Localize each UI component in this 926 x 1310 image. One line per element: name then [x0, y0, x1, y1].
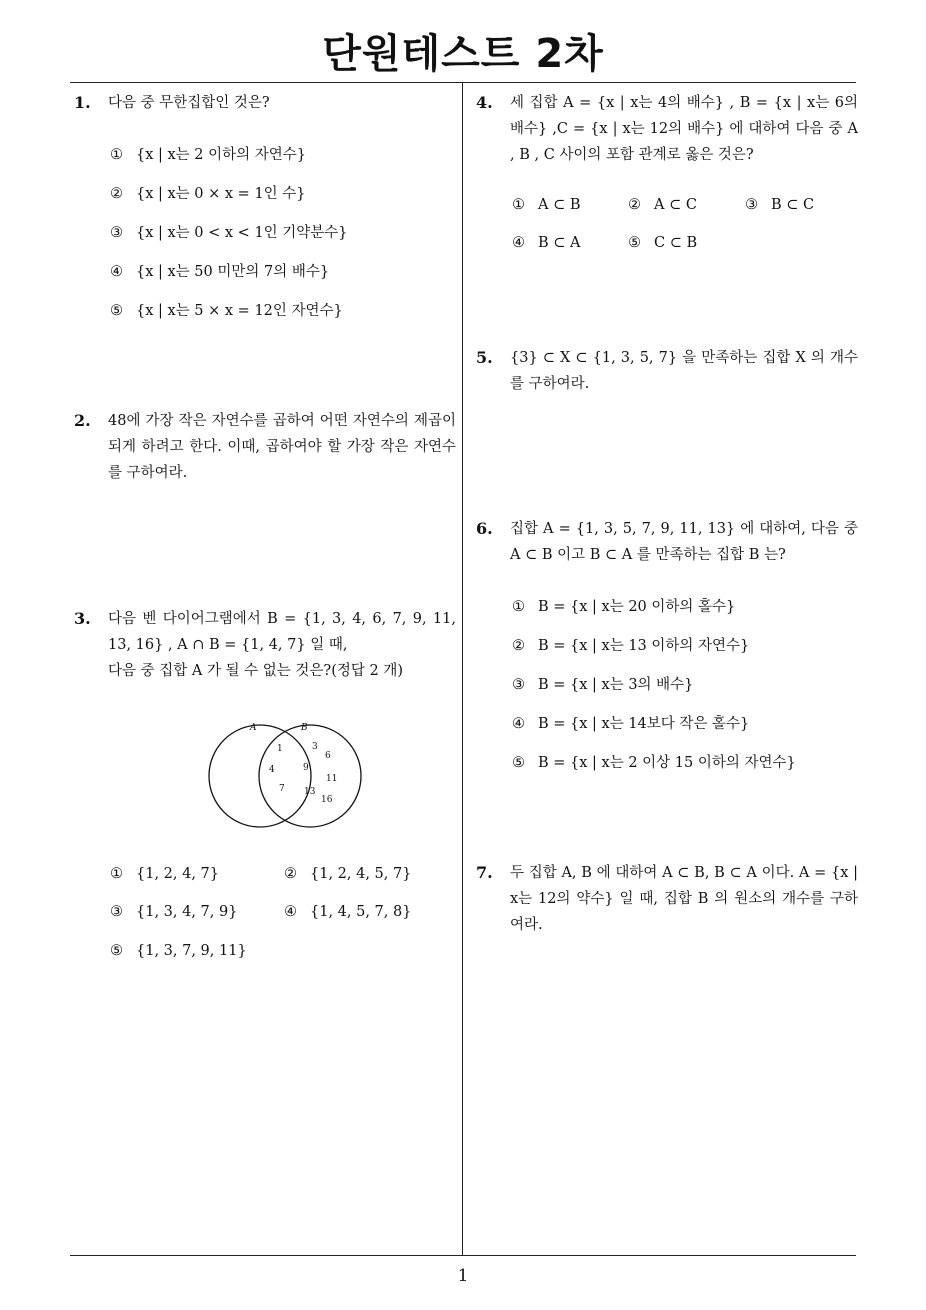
option-mark: ④	[284, 904, 297, 920]
question-text-line2: 다음 중 집합 A 가 될 수 없는 것은?(정답 2 개)	[108, 663, 403, 679]
option-mark: ①	[110, 147, 123, 163]
option-text: {1, 2, 4, 7}	[136, 866, 220, 882]
option-text: B = {x | x는 14보다 작은 홀수}	[538, 716, 750, 732]
venn-number: 4	[269, 765, 275, 775]
venn-label-b: B	[301, 723, 308, 733]
q6-option-4[interactable]	[512, 712, 749, 733]
venn-number: 11	[326, 774, 338, 784]
column-divider	[462, 82, 463, 1255]
option-mark: ④	[512, 716, 525, 732]
q6-option-3[interactable]	[512, 673, 693, 694]
option-text: A ⊂ B	[538, 197, 581, 213]
question-7	[476, 860, 858, 938]
question-number: 7.	[476, 863, 493, 882]
question-text: 다음 벤 다이어그램에서 B = {1, 3, 4, 6, 7, 9, 11, 13, 16} , A ∩ B = {1, 4, 7} 일 때,	[108, 611, 456, 653]
q3-option-2[interactable]	[284, 866, 411, 882]
question-number: 4.	[476, 93, 493, 112]
question-4	[476, 90, 858, 168]
option-mark: ④	[110, 264, 123, 280]
page-title: 단원테스트 2차	[322, 31, 604, 77]
q1-option-1[interactable]	[110, 143, 306, 164]
option-mark: ②	[284, 866, 297, 882]
q4-option-1[interactable]	[512, 197, 581, 213]
option-mark: ③	[110, 225, 123, 241]
option-mark: ③	[745, 197, 758, 213]
venn-number: 7	[279, 784, 285, 794]
q3-option-1[interactable]	[110, 866, 219, 882]
option-mark: ①	[512, 599, 525, 615]
question-5	[476, 345, 858, 397]
option-text: B = {x | x는 3의 배수}	[538, 677, 694, 693]
option-mark: ②	[512, 638, 525, 654]
bottom-rule	[70, 1255, 856, 1256]
question-1	[74, 90, 454, 116]
option-mark: ⑤	[512, 755, 525, 771]
question-text: 집합 A = {1, 3, 5, 7, 9, 11, 13} 에 대하여, 다음 중 A ⊂ B 이고 B ⊂ A 를 만족하는 집합 B 는?	[510, 521, 858, 563]
option-text: A ⊂ C	[654, 197, 697, 213]
question-text: 다음 중 무한집합인 것은?	[108, 95, 270, 111]
option-text: {x | x는 50 미만의 7의 배수}	[136, 264, 330, 280]
set-a-circle	[209, 725, 311, 827]
venn-number: 6	[325, 751, 331, 761]
option-mark: ③	[110, 904, 123, 920]
option-text: {x | x는 0 × x = 1인 수}	[136, 186, 306, 202]
option-mark: ⑤	[110, 303, 123, 319]
q4-option-3[interactable]	[745, 197, 814, 213]
question-text: 세 집합 A = {x | x는 4의 배수} , B = {x | x는 6의 배수} ,C = {x | x는 12의 배수} 에 대하여 다음 중 A , B , C 사이의 포함 관계로 옳은 것은?	[510, 95, 858, 163]
question-text: {3} ⊂ X ⊂ {1, 3, 5, 7} 을 만족하는 집합 X 의 개수를 구하여라.	[510, 350, 858, 392]
q3-option-5[interactable]	[110, 943, 247, 959]
option-text: {x | x는 2 이하의 자연수}	[136, 147, 307, 163]
q1-option-3[interactable]	[110, 221, 348, 242]
option-text: {1, 3, 7, 9, 11}	[136, 943, 247, 959]
q3-option-4[interactable]	[284, 904, 411, 920]
option-text: {1, 3, 4, 7, 9}	[136, 904, 238, 920]
question-text: 두 집합 A, B 에 대하여 A ⊂ B, B ⊂ A 이다. A = {x | x는 12의 약수} 일 때, 집합 B 의 원소의 개수를 구하여라.	[510, 865, 858, 933]
venn-number: 16	[321, 795, 333, 805]
option-text: B ⊂ A	[538, 235, 581, 251]
option-mark: ①	[512, 197, 525, 213]
option-text: {x | x는 5 × x = 12인 자연수}	[136, 303, 343, 319]
q6-option-5[interactable]	[512, 751, 796, 772]
question-number: 6.	[476, 519, 493, 538]
venn-label-a: A	[250, 723, 257, 733]
question-text: 48에 가장 작은 자연수를 곱하여 어떤 자연수의 제곱이 되게 하려고 한다. 이때, 곱하여야 할 가장 작은 자연수를 구하여라.	[108, 413, 456, 481]
page-number: 1	[457, 1266, 469, 1286]
q6-option-1[interactable]	[512, 595, 735, 616]
venn-number: 9	[303, 763, 309, 773]
option-mark: ⑤	[628, 235, 641, 251]
question-number: 2.	[74, 411, 91, 430]
question-2	[74, 408, 456, 486]
question-number: 5.	[476, 348, 493, 367]
option-text: C ⊂ B	[654, 235, 698, 251]
q4-option-2[interactable]	[628, 197, 697, 213]
set-b-circle	[259, 725, 361, 827]
option-mark: ②	[110, 186, 123, 202]
option-text: B = {x | x는 20 이하의 홀수}	[538, 599, 736, 615]
option-mark: ④	[512, 235, 525, 251]
option-text: {x | x는 0 < x < 1인 기약분수}	[136, 225, 348, 241]
option-text: B = {x | x는 13 이하의 자연수}	[538, 638, 750, 654]
question-3	[74, 606, 456, 684]
option-text: B ⊂ C	[771, 197, 815, 213]
q4-option-5[interactable]	[628, 235, 697, 251]
question-number: 3.	[74, 609, 91, 628]
q6-option-2[interactable]	[512, 634, 749, 655]
top-rule	[70, 82, 856, 83]
venn-number: 3	[312, 742, 318, 752]
option-mark: ⑤	[110, 943, 123, 959]
venn-number: 1	[277, 744, 283, 754]
option-mark: ③	[512, 677, 525, 693]
option-text: B = {x | x는 2 이상 15 이하의 자연수}	[538, 755, 796, 771]
q1-option-2[interactable]	[110, 182, 306, 203]
question-6	[476, 516, 858, 568]
venn-number: 13	[304, 787, 316, 797]
option-mark: ①	[110, 866, 123, 882]
option-text: {1, 2, 4, 5, 7}	[310, 866, 412, 882]
q3-option-3[interactable]	[110, 904, 237, 920]
question-number: 1.	[74, 93, 91, 112]
q1-option-5[interactable]	[110, 299, 343, 320]
option-text: {1, 4, 5, 7, 8}	[310, 904, 412, 920]
q1-option-4[interactable]	[110, 260, 329, 281]
q4-option-4[interactable]	[512, 235, 581, 251]
option-mark: ②	[628, 197, 641, 213]
venn-diagram	[205, 718, 365, 833]
